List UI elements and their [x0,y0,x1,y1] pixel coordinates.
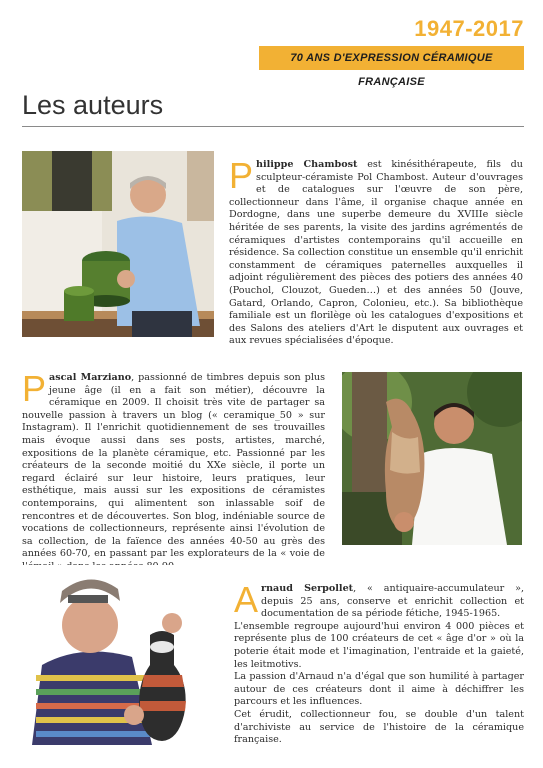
page-title: Les auteurs [22,90,164,120]
bio-text: , passionné de timbres depuis son plus jeune âge (il en a fait son métier), découvre la céramique en 2009. Il choisit très vite de partager sa nouvelle passion à travers un blog (« ceramique_50 » sur Instagram). Il l'enrichit quotidiennement de ses trouvailles mais évoque aussi dans ses posts, artistes, marché, expositions de la planète céramique, etc. Passionné par les créateurs de la seconde moitié du XXe siècle, il porte un regard éclairé sur leur histoire, leurs pratiques, leur esthétique, mais aussi sur les expositions de céramistes contemporains, qui alimentent son inlassable soif de rencontres et de découvertes. Son blog, indéniable source de vocations de collectionneurs, représente ainsi l'évolution de sa collection, de la faïence des années 40-50 au grès des années 60-70, en passant par les explorateurs de la « voie de [22,372,325,560]
dropcap-initial: P [22,368,47,409]
photo-arnaud-serpollet [22,565,217,745]
author-name: hilippe Chambost [256,159,358,170]
dropcap-initial: A [234,579,259,620]
dropcap-initial: P [229,155,254,196]
bio-text: , « antiquaire-accumulateur », depuis 25 ans, conserve et enrichit collection et documentation de sa période fétiche, 1945-1965. [261,583,524,620]
photo-pascal-marziano [342,372,522,545]
title-divider [22,126,524,127]
photo-philippe-chambost [22,151,214,337]
bio-philippe-chambost [229,155,523,348]
author-name: ascal Marziano [49,372,132,383]
bio-paragraph: L'ensemble regroupe aujourd'hui environ 4 000 pièces et représente plus de 100 créateurs de cet « âge d'or » où la poterie était mode et l'imagination, l'entraide et la gaieté, les leitmotivs. [234,620,524,670]
bio-pascal-marziano [22,368,325,574]
author-name: rnaud Serpollet [261,583,354,594]
header-subtitle-band: 70 ANS D'EXPRESSION CÉRAMIQUE FRANÇAISE [259,46,524,70]
bio-arnaud-serpollet [234,579,524,747]
header-years: 1947-2017 [414,16,524,41]
bio-paragraph: Cet érudit, collectionneur fou, se double d'un talent d'archiviste au service de l'histoire de la céramique française. [234,708,524,746]
bio-text: est kinésithérapeute, fils du sculpteur-céramiste Pol Chambost. Auteur d'ouvrages et de catalogues sur l'œuvre de son père, collectionneur dans l'âme, il organise chaque année en Dordogne, dans une superbe demeure du XVIIIe siècle héritée de ses parents, la visite des jardins agrémentés de céramiques d'artistes contemporains qu'il accueille en résidence. Sa collection constitue un ensemble qu'il enrichit constamment de céramiques paternelles auxquelles il adjoint régulièrement des pièces des potiers des années 40 (Pouchol, Clouzot, Gueden…) et des années 50 (Jouve, Gatard, Orlando, Capron, Colonieu, etc.). Sa bibliothèque familiale est un florilège où les catalogues d'expositions et des Salons des ateliers d'Art le disputent aux ouvrages et aux revues spécialisées d'époque. [229,159,523,347]
bio-paragraph: La passion d'Arnaud n'a d'égal que son humilité à partager autour de ces créateurs dont il aime à déchiffrer les parcours et les influences. [234,671,524,708]
